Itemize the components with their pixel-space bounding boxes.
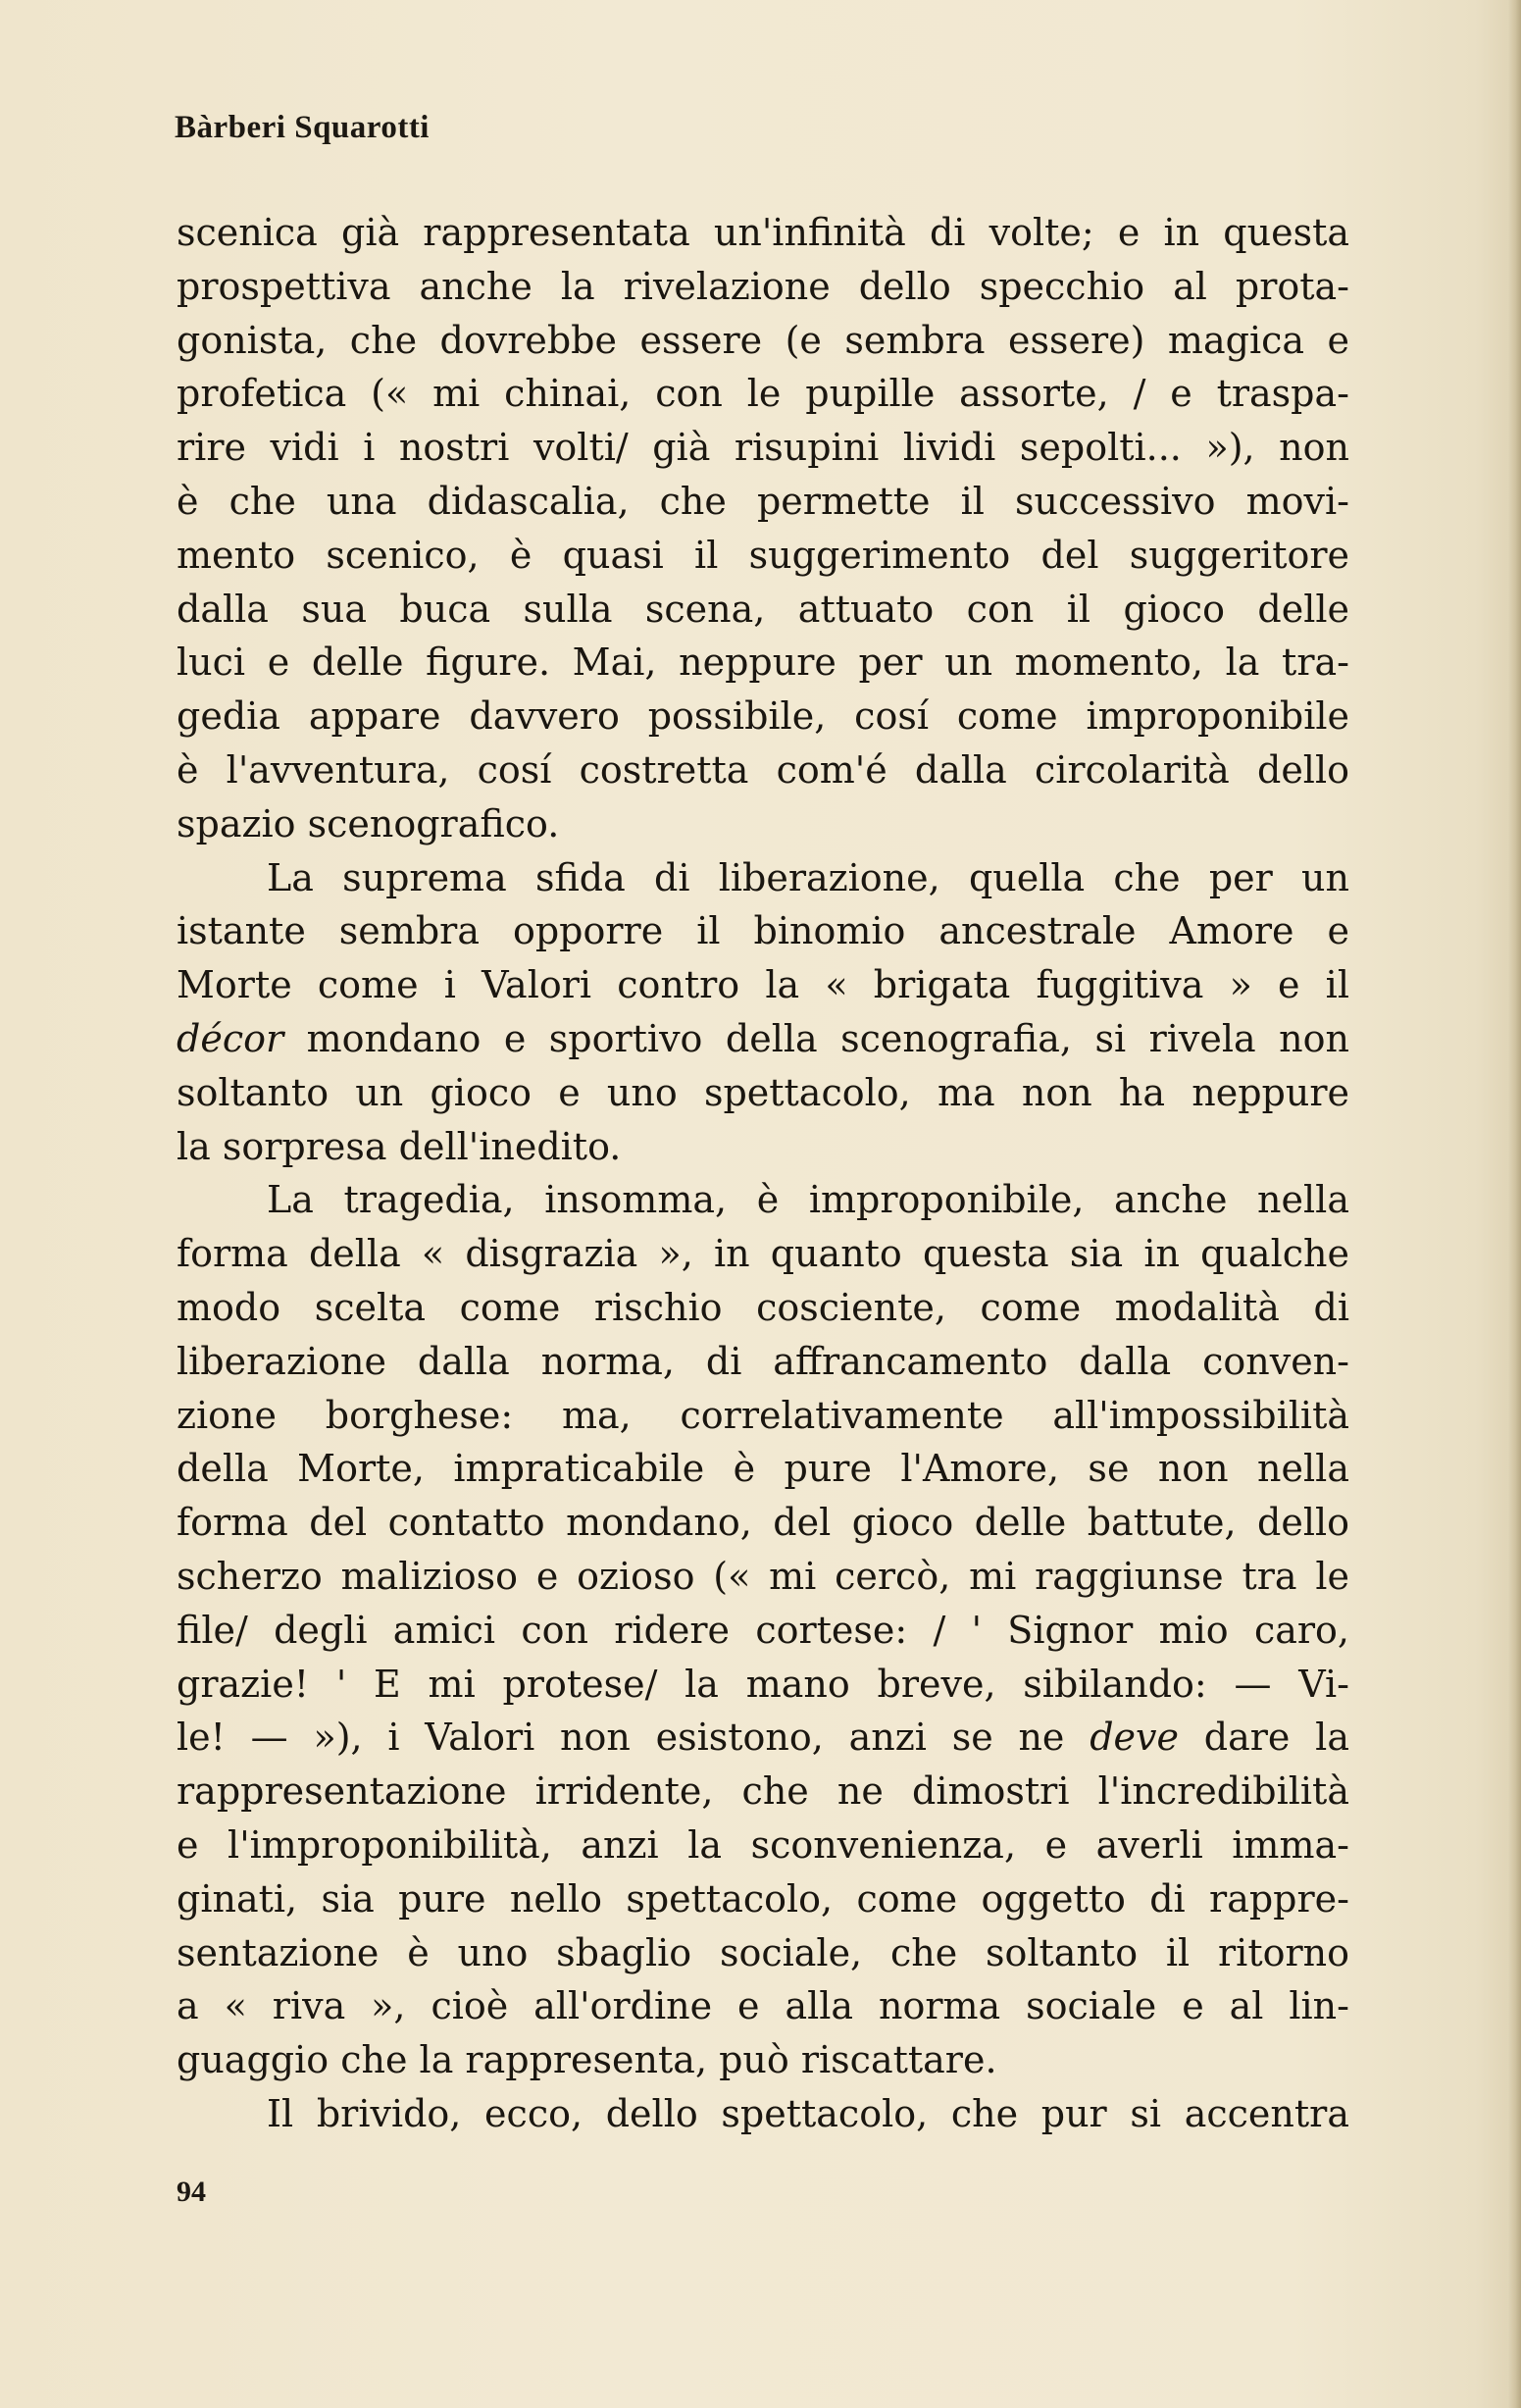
text-line: prospettiva anche la rivelazione dello specchio al prota- bbox=[177, 264, 1349, 308]
text-line: modo scelta come rischio cosciente, come modalità di bbox=[177, 1285, 1349, 1329]
text-line: guaggio che la rappresenta, può riscattare. bbox=[177, 2038, 997, 2082]
text-line: file/ degli amici con ridere cortese: / ' Signor mio caro, bbox=[177, 1608, 1349, 1652]
page-edge-shadow bbox=[1507, 0, 1521, 2408]
text-line: gedia appare davvero possibile, cosí come improponibile bbox=[177, 694, 1349, 739]
text-line: forma del contatto mondano, del gioco delle battute, dello bbox=[177, 1501, 1349, 1545]
text-line: spazio scenografico. bbox=[177, 801, 560, 845]
text-line: La tragedia, insomma, è improponibile, anche nella bbox=[267, 1178, 1349, 1222]
page-number: 94 bbox=[177, 2176, 206, 2208]
text-line: soltanto un gioco e uno spettacolo, ma non ha neppure bbox=[177, 1070, 1349, 1114]
text-line-with-italic bbox=[177, 1012, 1349, 1066]
running-head: Bàrberi Squarotti bbox=[175, 110, 430, 145]
text-line: sentazione è uno sbaglio sociale, che soltanto il ritorno bbox=[177, 1930, 1349, 1974]
body-text bbox=[177, 206, 1349, 2141]
text-line: mento scenico, è quasi il suggerimento del suggeritore bbox=[177, 533, 1349, 577]
text-line: profetica (« mi chinai, con le pupille assorte, / e traspa- bbox=[177, 372, 1349, 416]
text-line: istante sembra opporre il binomio ancestrale Amore e bbox=[177, 909, 1349, 953]
text-line: forma della « disgrazia », in quanto questa sia in qualche bbox=[177, 1232, 1349, 1276]
text-line: è che una didascalia, che permette il successivo movi- bbox=[177, 479, 1349, 523]
text-line: liberazione dalla norma, di affrancamento dalla conven- bbox=[177, 1339, 1349, 1383]
italic-word: décor bbox=[177, 1016, 284, 1060]
text-line: della Morte, impraticabile è pure l'Amore, se non nella bbox=[177, 1447, 1349, 1491]
text-line: è l'avventura, cosí costretta com'é dalla circolarità dello bbox=[177, 747, 1349, 792]
text-line: scherzo malizioso e ozioso (« mi cercò, mi raggiunse tra le bbox=[177, 1554, 1349, 1598]
text-segment: mondano e sportivo della scenografia, si rivela non bbox=[306, 1016, 1349, 1060]
text-line: rappresentazione irridente, che ne dimostri l'incredibilità bbox=[177, 1769, 1349, 1814]
text-segment: dare la bbox=[1203, 1716, 1349, 1760]
text-line-with-italic bbox=[177, 1711, 1349, 1765]
text-line: la sorpresa dell'inedito. bbox=[177, 1124, 622, 1168]
text-line: Il brivido, ecco, dello spettacolo, che pur si accentra bbox=[267, 2091, 1349, 2135]
italic-word: deve bbox=[1090, 1716, 1179, 1760]
text-line: luci e delle figure. Mai, neppure per un momento, la tra- bbox=[177, 640, 1349, 685]
text-line: scenica già rappresentata un'infinità di volte; e in questa bbox=[177, 211, 1349, 254]
text-line: e l'improponibilità, anzi la sconvenienza, e averli imma- bbox=[177, 1822, 1349, 1867]
text-line: rire vidi i nostri volti/ già risupini lividi sepolti... »), non bbox=[177, 426, 1349, 470]
text-line: a « riva », cioè all'ordine e alla norma sociale e al lin- bbox=[177, 1984, 1349, 2028]
text-line: Morte come i Valori contro la « brigata fuggitiva » e il bbox=[177, 963, 1349, 1007]
text-line: La suprema sfida di liberazione, quella che per un bbox=[267, 855, 1349, 899]
text-line: gonista, che dovrebbe essere (e sembra essere) magica e bbox=[177, 318, 1349, 362]
text-line: grazie! ' E mi protese/ la mano breve, sibilando: — Vi- bbox=[177, 1662, 1349, 1706]
text-line: dalla sua buca sulla scena, attuato con il gioco delle bbox=[177, 587, 1349, 631]
text-line: zione borghese: ma, correlativamente all'impossibilità bbox=[177, 1393, 1349, 1437]
text-line: ginati, sia pure nello spettacolo, come oggetto di rappre- bbox=[177, 1876, 1349, 1921]
text-segment: le! — »), i Valori non esistono, anzi se ne bbox=[177, 1716, 1065, 1760]
